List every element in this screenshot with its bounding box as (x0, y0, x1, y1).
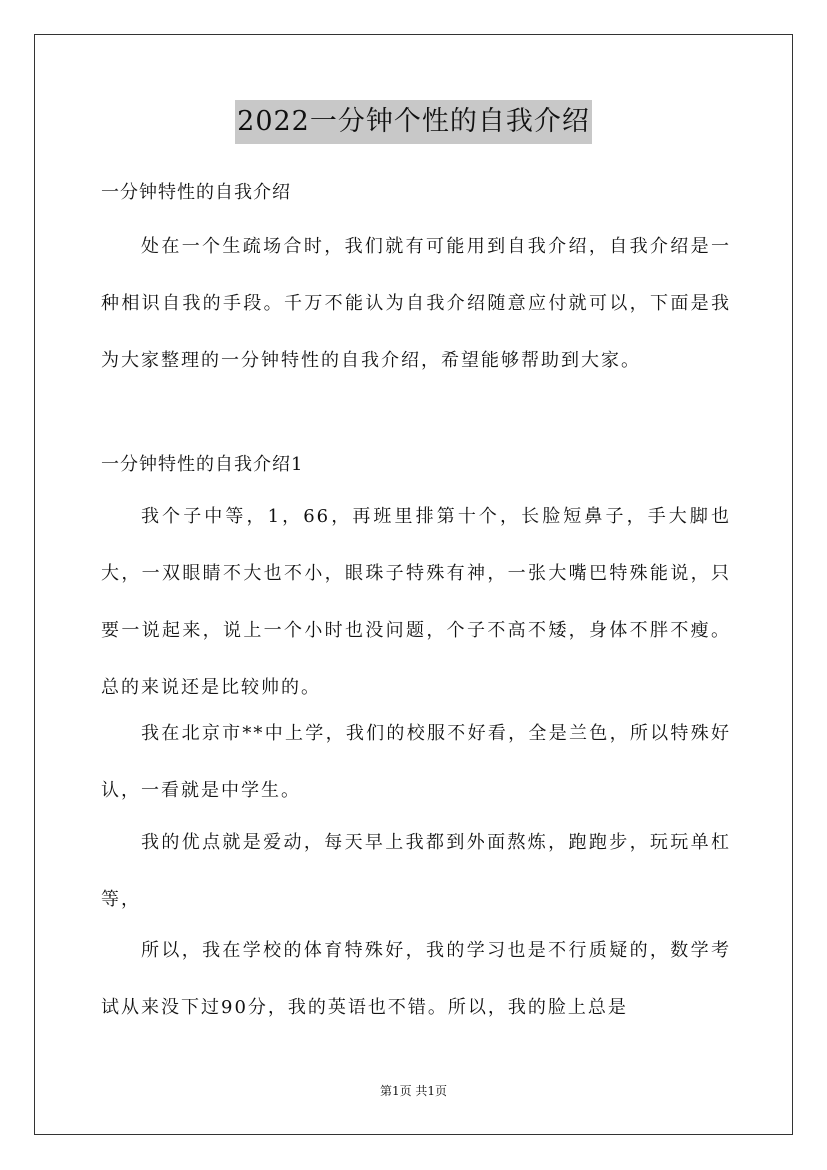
body-paragraph-4: 所以，我在学校的体育特殊好，我的学习也是不行质疑的，数学考试从来没下过90分，我的英语也不错。所以，我的脸上总是 (101, 940, 731, 1018)
body-paragraph-3: 我的优点就是爱动，每天早上我都到外面熬炼，跑跑步，玩玩单杠等， (101, 832, 731, 910)
document-subtitle: 一分钟特性的自我介绍 (101, 182, 291, 203)
intro-paragraph: 处在一个生疏场合时，我们就有可能用到自我介绍，自我介绍是一种相识自我的手段。千万不能认为自我介绍随意应付就可以，下面是我为大家整理的一分钟特性的自我介绍，希望能够帮助到大家。 (101, 236, 731, 371)
page-footer: 第1页 共1页 (379, 1084, 448, 1098)
section-heading: 一分钟特性的自我介绍1 (101, 454, 304, 475)
document-title: 2022一分钟个性的自我介绍 (235, 100, 592, 144)
body-paragraph-2: 我在北京市**中上学，我们的校服不好看，全是兰色，所以特殊好认，一看就是中学生。 (101, 723, 731, 801)
title-container (0, 100, 827, 144)
body-paragraph-1: 我个子中等，1，66，再班里排第十个，长脸短鼻子，手大脚也大，一双眼睛不大也不小，眼珠子特殊有神，一张大嘴巴特殊能说，只要一说起来，说上一个小时也没问题，个子不高不矮，身体不胖不瘦。总的来说还是比较帅的。 (101, 506, 731, 698)
